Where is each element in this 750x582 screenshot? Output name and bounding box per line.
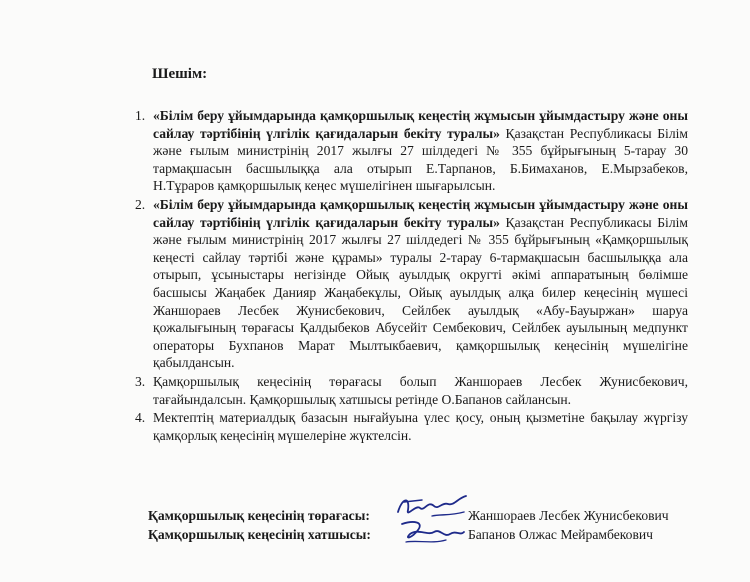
item-text — [153, 107, 688, 195]
item-number: 2. — [135, 196, 146, 212]
item-text — [153, 373, 688, 408]
item-number: 3. — [135, 373, 146, 389]
decision-heading: Шешім: — [152, 66, 208, 82]
item-text — [153, 409, 688, 444]
decision-list — [135, 107, 688, 445]
list-item — [135, 196, 688, 372]
item-number: 4. — [135, 410, 146, 426]
item-bold-text: «Білім беру ұйымдарында қамқоршылық кеңестің жұмысын ұйымдастыру және оны сайлау тәртібінің үлгілік қағидаларын бекіту туралы» — [153, 196, 688, 230]
list-item — [135, 409, 688, 444]
list-item — [135, 373, 688, 408]
list-item — [135, 107, 688, 195]
secretary-name: Бапанов Олжас Мейрамбекович — [468, 527, 653, 542]
secretary-handwritten-signature — [398, 516, 468, 548]
item-plain-text: Мектептің материалдық базасын нығайуына үлес қосу, оның қызметіне бақылау жүргізу қамқорлық кеңесінің мүшелеріне жүктелсін. — [153, 410, 688, 443]
chair-signature-row — [148, 508, 370, 524]
secretary-label: Қамқоршылық кеңесінің хатшысы: — [148, 527, 371, 542]
item-number: 1. — [135, 108, 146, 123]
item-text — [153, 196, 688, 372]
item-plain-text: Қамқоршылық кеңесінің төрағасы болып Жаншораев Лесбек Жунисбекович, тағайындалсын. Қамқоршылық хатшысы ретінде О.Бапанов сайлансын. — [153, 373, 688, 407]
item-bold-text: «Білім беру ұйымдарында қамқоршылық кеңестің жұмысын ұйымдастыру және оны сайлау тәртібінің үлгілік қағидаларын бекіту туралы» — [153, 108, 688, 141]
item-plain-text: Қазақстан Республикасы Білім және ғылым министрінің 2017 жылғы 27 шілдедегі № 355 бұйрығының 5-тарау 30 тармақшасын басшылыққа ала отырып Е.Тарпанов, Б.Бимаханов, Е.Мырзабеков, Н.Тұраров қамқоршылық кеңес мүшелігінен шығарылсын. — [153, 125, 688, 194]
chair-label: Қамқоршылық кеңесінің төрағасы: — [148, 508, 370, 523]
item-plain-text: Қазақстан Республикасы Білім және ғылым министрінің 2017 жылғы 27 шілдедегі № 355 бұйрығының «Қамқоршылық кеңесті сайлау тәртібі және құрамы» туралы 2-тарау 6-тармақшасын басшылыққа ала отырып, ұсыныстары негізінде Ойық ауылдық округті әкімі аппаратының бөлімше басшысы Жаңабек Данияр Жаңабекұлы, Ойық ауылдық алқа билер кеңесінің мүшесі Жаншораев Лесбек Жунисбекович, Сейлбек ауылдық «Абу-Бауыржан» шаруа қожалығының төрағасы Қалдыбеков Абусейіт Сембекович, Сейлбек ауылының медпункт операторы Бухпанов Марат Мылтыкбаевич, қамқоршылық кеңесінің мүшелігіне қабылдансын. — [153, 214, 688, 371]
chair-name: Жаншораев Лесбек Жунисбекович — [468, 508, 669, 523]
secretary-signature-row — [148, 527, 371, 543]
